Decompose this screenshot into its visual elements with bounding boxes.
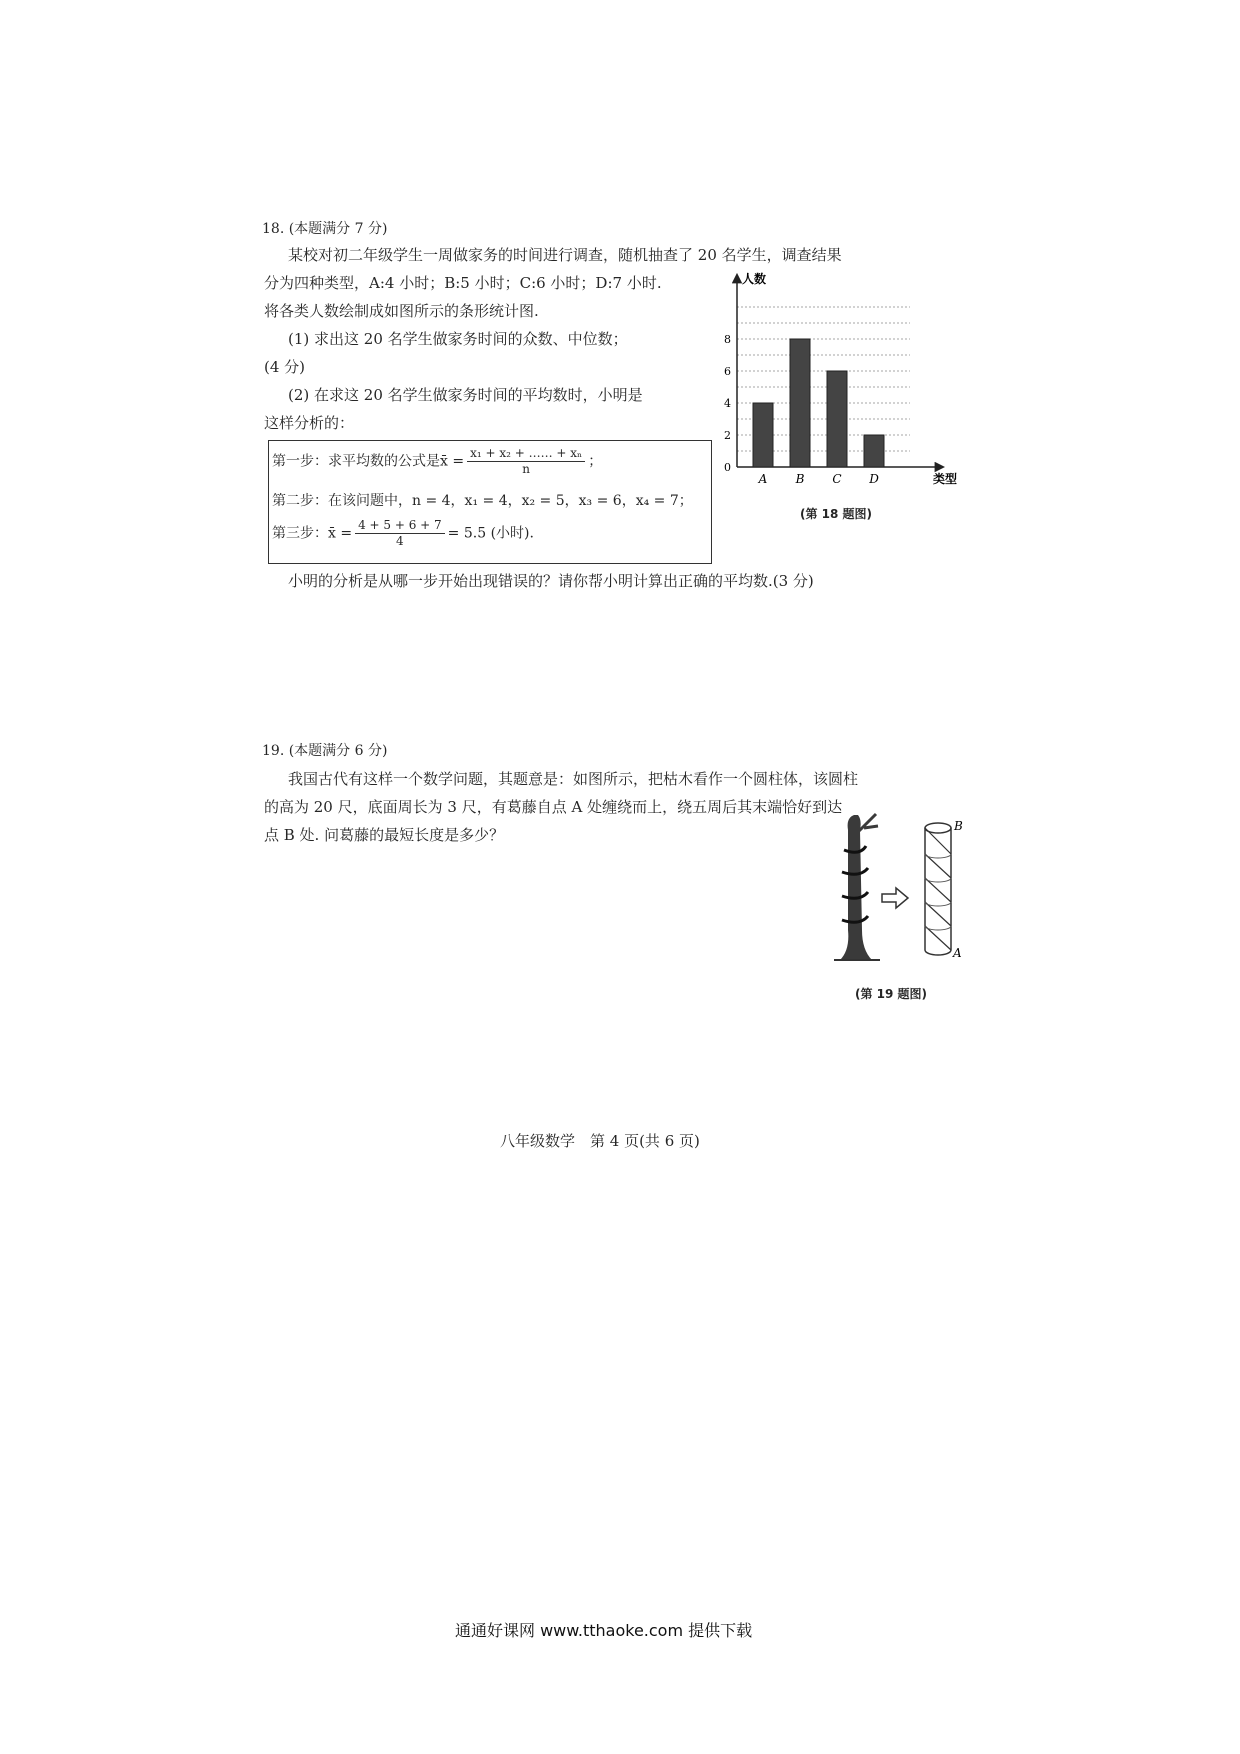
point-a-label: A <box>953 946 962 960</box>
q18-part1-score: (4 分) <box>264 358 306 376</box>
q18-part1: (1) 求出这 20 名学生做家务时间的众数、中位数； <box>288 330 628 348</box>
x-tick-label: C <box>832 472 842 486</box>
tree-illustration <box>834 814 880 960</box>
x-tick-label: A <box>758 472 768 486</box>
y-tick-label: 2 <box>724 429 731 442</box>
bar-A <box>753 403 773 467</box>
x-axis-label: 类型 <box>933 472 958 486</box>
site-credit: 通通好课网 www.tthaoke.com 提供下载 <box>455 1621 753 1640</box>
step-1: 第一步：求平均数的公式是x̄ = $\frac{\text{x₁ + x₂ + …… + xₙ}}{n}$ ； <box>272 446 603 476</box>
point-b-label: B <box>954 819 963 833</box>
bar-D <box>864 435 884 467</box>
q18-part2-cont: 这样分析的： <box>264 414 355 432</box>
step-2: 第二步：在该问题中，n = 4，x₁ = 4，x₂ = 5，x₃ = 6，x₄ = 7； <box>272 493 693 509</box>
bar-chart <box>715 265 965 490</box>
bar-C <box>827 371 847 467</box>
q18-question: 小明的分析是从哪一步开始出现错误的？请你帮小明计算出正确的平均数.(3 分) <box>288 572 814 590</box>
y-tick-label: 0 <box>724 461 731 474</box>
q18-line3: 将各类人数绘制成如图所示的条形统计图. <box>264 302 539 320</box>
y-tick-label: 4 <box>724 397 731 410</box>
right-arrow-icon <box>882 888 908 908</box>
q19-header: 19. (本题满分 6 分) <box>262 743 388 759</box>
page-footer: 八年级数学 第 4 页(共 6 页) <box>500 1132 700 1150</box>
y-tick-label: 8 <box>724 333 731 346</box>
x-tick-label: D <box>869 472 879 486</box>
y-tick-label: 6 <box>724 365 731 378</box>
q19-line1: 我国古代有这样一个数学问题，其题意是：如图所示，把枯木看作一个圆柱体，该圆柱 <box>288 770 859 788</box>
x-tick-label: B <box>795 472 805 486</box>
q18-header: 18. (本题满分 7 分) <box>262 221 388 237</box>
cylinder-diagram <box>925 819 963 960</box>
bar-B <box>790 339 810 467</box>
q18-line1: 某校对初二年级学生一周做家务的时间进行调查，随机抽查了 20 名学生，调查结果 <box>288 246 842 264</box>
fig19-caption: (第 19 题图) <box>855 987 928 1001</box>
step-3: 第三步：x̄ = $\frac{4 + 5 + 6 + 7}{4}$ = 5.5 (小时). <box>272 518 534 548</box>
q19-line2: 的高为 20 尺，底面周长为 3 尺，有葛藤自点 A 处缠绕而上，绕五周后其末端恰好到达 <box>264 798 843 816</box>
q18-part2: (2) 在求这 20 名学生做家务时间的平均数时，小明是 <box>288 386 643 404</box>
q18-line2: 分为四种类型，A:4 小时；B:5 小时；C:6 小时；D:7 小时. <box>264 274 662 292</box>
y-axis-label: 人数 <box>742 272 767 286</box>
tree-vine-figure <box>820 810 980 970</box>
q19-line3: 点 B 处. 问葛藤的最短长度是多少？ <box>264 826 505 844</box>
fig18-caption: (第 18 题图) <box>800 507 873 521</box>
